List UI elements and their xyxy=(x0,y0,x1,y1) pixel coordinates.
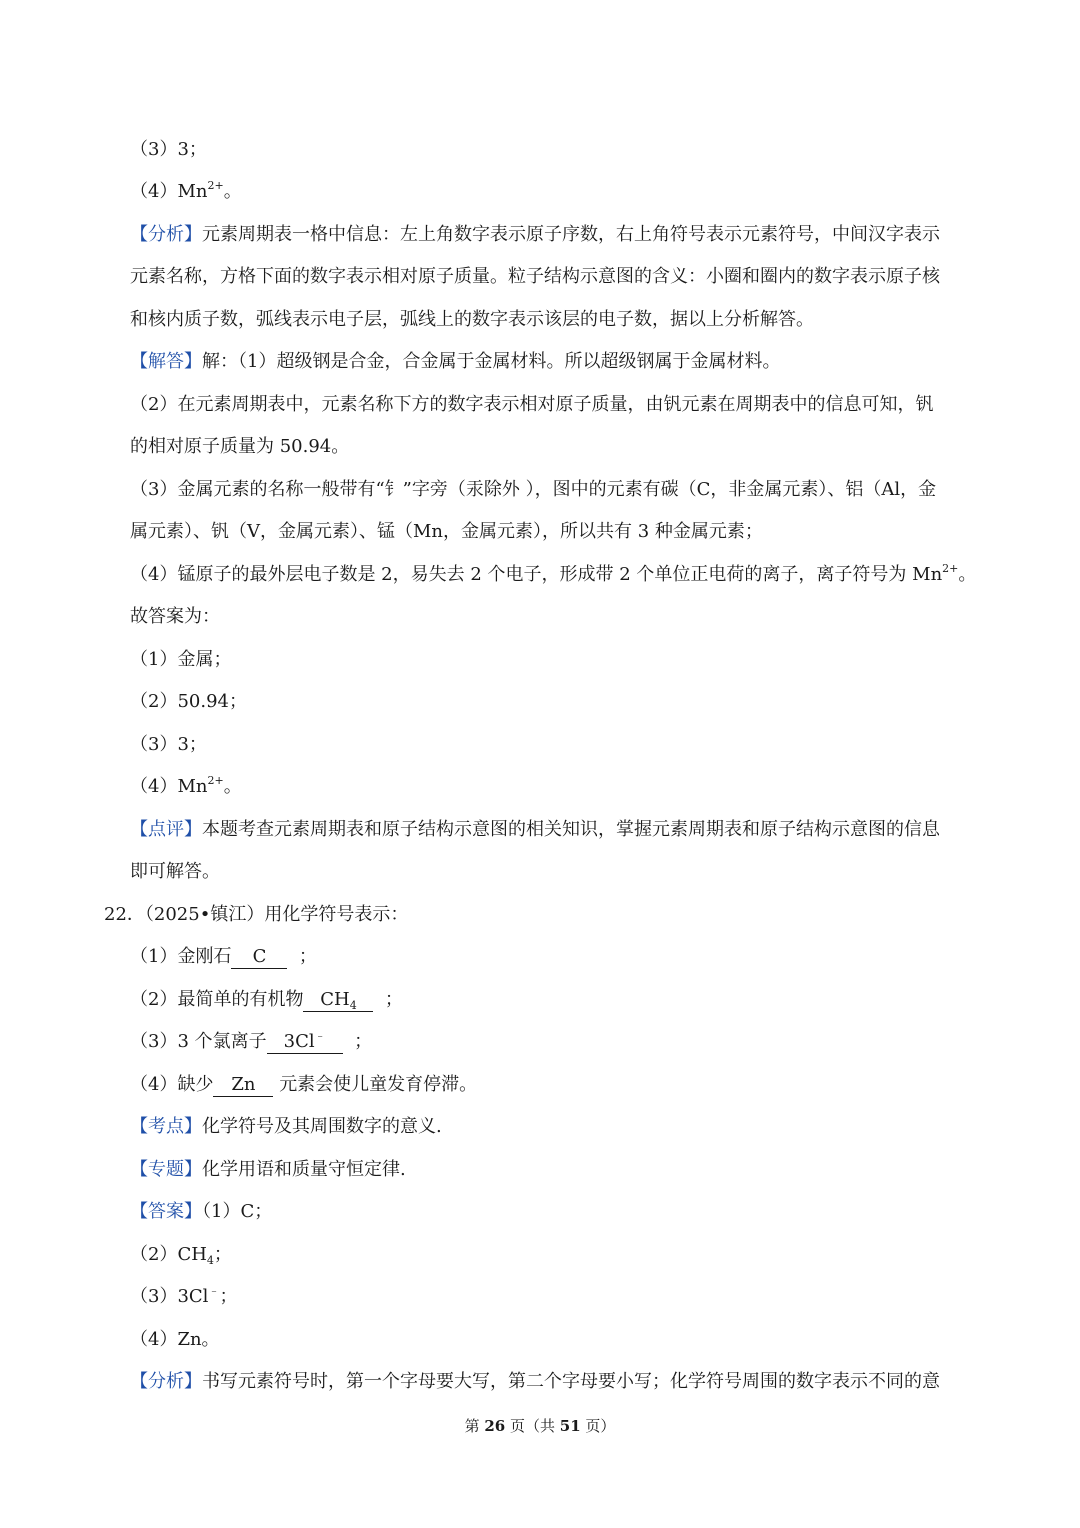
answer-tag: 【答案】 xyxy=(130,1201,202,1222)
answer-text: （1）C； xyxy=(202,1201,273,1222)
prev-answer-3-text: （3）3； xyxy=(130,139,207,160)
comment-line-2 xyxy=(130,860,990,884)
prev-answer-3 xyxy=(130,138,990,162)
analysis-line-3 xyxy=(130,308,990,332)
footer-text: 页（共 xyxy=(505,1417,560,1435)
solution-text: 故答案为： xyxy=(130,606,220,627)
solution-line-4 xyxy=(130,478,990,502)
answer-text: （3）3Cl xyxy=(130,1286,209,1307)
superscript: 2+ xyxy=(207,179,224,192)
solution-tag: 【解答】 xyxy=(130,351,202,372)
superscript: 2+ xyxy=(207,774,224,787)
solution-line-6 xyxy=(130,563,990,587)
punctuation: 。 xyxy=(223,776,242,797)
analysis-text: 书写元素符号时，第一个字母要大写，第二个字母要小写；化学符号周围的数字表示不同的意 xyxy=(202,1371,940,1392)
answer-text: （2）50.94； xyxy=(130,691,247,712)
comment-tag: 【点评】 xyxy=(130,819,202,840)
prev-answer-4 xyxy=(130,180,990,204)
answer-line-2 xyxy=(130,1243,990,1267)
punctuation: ； xyxy=(213,1244,232,1265)
solution-text: 的相对原子质量为 50.94。 xyxy=(130,436,350,457)
blank-answer: Zn xyxy=(231,1074,256,1095)
page-number: 26 xyxy=(484,1417,506,1435)
answer-blank xyxy=(231,946,287,969)
solution-line-7 xyxy=(130,605,990,629)
comment-line-1 xyxy=(130,818,990,842)
question-text: 元素会使儿童发育停滞。 xyxy=(279,1074,478,1095)
punctuation: ； xyxy=(354,1031,373,1052)
question-22-part-1 xyxy=(130,945,990,969)
knowledge-point xyxy=(130,1115,990,1139)
solution-text: （3）金属元素的名称一般带有“钅”字旁（汞除外 ），图中的元素有碳（C，非金属元素）、铝（Al，金 xyxy=(130,479,937,500)
analysis-line-2 xyxy=(130,265,990,289)
question-22-part-3 xyxy=(130,1030,990,1054)
answer-text: （4）Mn xyxy=(130,776,208,797)
punctuation: ； xyxy=(384,989,403,1010)
total-pages: 51 xyxy=(559,1417,581,1435)
solution-text: 属元素）、钒（V，金属元素）、锰（Mn，金属元素），所以共有 3 种金属元素； xyxy=(130,521,763,542)
answer-line-3 xyxy=(130,1285,990,1309)
superscript: ﹣ xyxy=(314,1029,326,1042)
solution-text: 解：（1）超级钢是合金，合金属于金属材料。所以超级钢属于金属材料。 xyxy=(202,351,781,372)
prev-answer-4-text: （4）Mn xyxy=(130,181,208,202)
topic-tag: 【专题】 xyxy=(130,1159,202,1180)
final-answer-1 xyxy=(130,648,990,672)
solution-text: （4）锰原子的最外层电子数是 2，易失去 2 个电子，形成带 2 个单位正电荷的离子，离子符号为 Mn xyxy=(130,564,943,585)
question-title-text: 22．（2025•镇江）用化学符号表示： xyxy=(104,904,409,925)
superscript: ﹣ xyxy=(208,1284,220,1297)
analysis-tag: 【分析】 xyxy=(130,224,202,245)
question-text: （4）缺少 xyxy=(130,1074,214,1095)
topic-text: 化学用语和质量守恒定律. xyxy=(202,1159,406,1180)
question-22-part-2 xyxy=(130,988,990,1012)
comment-text: 即可解答。 xyxy=(130,861,220,882)
superscript: 2+ xyxy=(942,562,959,575)
analysis-tag: 【分析】 xyxy=(130,1371,202,1392)
subscript: 4 xyxy=(349,999,357,1012)
final-answer-3 xyxy=(130,733,990,757)
solution-line-5 xyxy=(130,520,990,544)
answer-blank xyxy=(303,989,373,1012)
knowledge-point-text: 化学符号及其周围数字的意义. xyxy=(202,1116,442,1137)
solution-line-2 xyxy=(130,393,990,417)
answer-line-4 xyxy=(130,1328,990,1352)
question-text: （2）最简单的有机物 xyxy=(130,989,304,1010)
answer-blank xyxy=(213,1074,273,1097)
answer-blank xyxy=(267,1031,343,1054)
punctuation: 。 xyxy=(223,181,242,202)
question-22-part-4 xyxy=(130,1073,990,1097)
answer-text: （4）Zn。 xyxy=(130,1329,220,1350)
question-22-title xyxy=(104,903,964,927)
solution-line-3 xyxy=(130,435,990,459)
analysis-line-1 xyxy=(130,223,990,247)
topic xyxy=(130,1158,990,1182)
answer-text: （3）3； xyxy=(130,734,207,755)
final-answer-2 xyxy=(130,690,990,714)
punctuation: ； xyxy=(219,1286,238,1307)
analysis-text: 元素名称，方格下面的数字表示相对原子质量。粒子结构示意图的含义：小圈和圈内的数字表示原子核 xyxy=(130,266,940,287)
analysis-2-line-1 xyxy=(130,1370,990,1394)
footer-text: 第 xyxy=(464,1417,485,1435)
blank-answer: CH xyxy=(320,989,350,1010)
knowledge-point-tag: 【考点】 xyxy=(130,1116,202,1137)
punctuation: ； xyxy=(298,946,317,967)
blank-answer: C xyxy=(252,946,267,967)
answer-text: （2）CH xyxy=(130,1244,207,1265)
subscript: 4 xyxy=(206,1254,214,1267)
final-answer-4 xyxy=(130,775,990,799)
answer-line-1 xyxy=(130,1200,990,1224)
punctuation: 。 xyxy=(958,564,977,585)
solution-line-1 xyxy=(130,350,990,374)
answer-text: （1）金属； xyxy=(130,649,232,670)
analysis-text: 和核内质子数，弧线表示电子层，弧线上的数字表示该层的电子数，据以上分析解答。 xyxy=(130,309,814,330)
comment-text: 本题考查元素周期表和原子结构示意图的相关知识，掌握元素周期表和原子结构示意图的信息 xyxy=(202,819,940,840)
page-footer xyxy=(0,1416,1080,1436)
question-text: （3）3 个氯离子 xyxy=(130,1031,267,1052)
solution-text: （2）在元素周期表中，元素名称下方的数字表示相对原子质量，由钒元素在周期表中的信息可知，钒 xyxy=(130,394,934,415)
analysis-text: 元素周期表一格中信息：左上角数字表示原子序数，右上角符号表示元素符号，中间汉字表示 xyxy=(202,224,940,245)
question-text: （1）金刚石 xyxy=(130,946,232,967)
footer-text: 页） xyxy=(580,1417,616,1435)
blank-answer: 3Cl xyxy=(283,1031,315,1052)
